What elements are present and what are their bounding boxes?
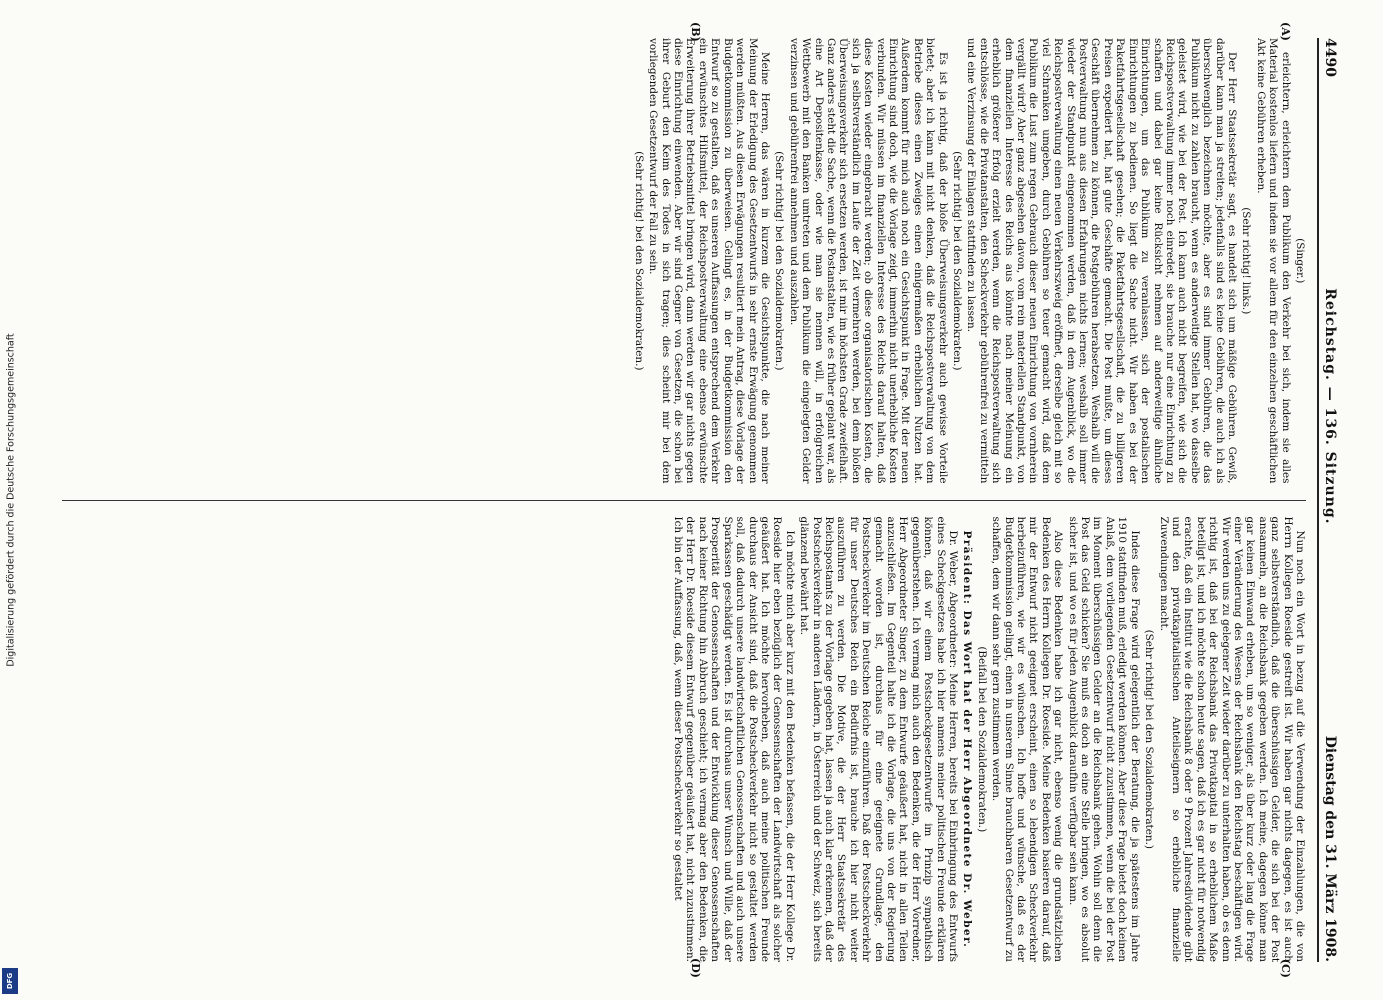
rotated-page (32, 20, 1352, 980)
paragraph: Es ist ja richtig, daß der bloße Überweisungsverkehr auch gewisse Vorteile bietet; aber ich kann mit nicht denken, daß die Reichspostverwaltung von dem Betriebe dieses einen Zweiges einen einigermaßen erheblichen Nutzen hat. Außerdem kommt für mich auch noch ein Gesichtspunkt in Frage. Mit der neuen Einrichtung sind doch, wie die Vorlage zeigt, immerhin nicht unerhebliche Kosten verbunden. Wir müssen im finanziellen Interesse des Reichs darauf halten, daß diese Kosten wieder eingebracht werden; ob diese organisatorischen Kosten, die sich ja selbstverständlich im Laufe der Zeit vermehren werden, bei dem bloßen Überweisungsverkehr sich ersetzen werden, ist mir im höchsten Grade zweifelhaft. Ganz anders steht die Sache, wenn die Postanstalten, wie es früher geplant war, als eine Art Depositenkasse, oder wie man sie nennen will, in erfolgreichen Wettbewerb mit den Banken umtreten und dem Publikum die eingelegten Gelder verzinsen und gebührenfrei annehmen und auszahlen. (787, 38, 949, 484)
column-divider (62, 500, 1306, 501)
speaker-tag: (Singer.) (1293, 238, 1306, 284)
president-statement: Präsident: Das Wort hat der Herr Abgeordnete Dr. Weber. (960, 530, 973, 949)
margin-letter-c: (C) (1278, 958, 1292, 978)
paragraph: Meine Herren, das wären in kurzem die Gesichtspunkte, die nach meiner Meinung der Erledigung des Gesetzentwurfs in sehr ernste Erwägung genommen werden müßten. Aus diesen Erwägungen resultiert mein Antrag, diese Vorlage der Budgetkommission zu überweisen. Gelingt es, in der Budgetkommission den Entwurf so zu gestalten, daß es unseren Auffassungen entsprechend dem Verkehr ein erwünschtes Hilfsmittel, der Reichspostverwaltung eine ebenso erwünschte Erweiterung ihrer Betriebsmittel bringen wird, dann werden wir gar nichts gegen diese Einrichtung einwenden. Aber wir sind Gegner von Gesetzen, die schon bei ihrer Geburt den Keim des Todes in sich tragen; dies scheint mir bei dem vorliegenden Gesetzentwurf der Fall zu sein. (646, 38, 771, 484)
dfg-logo-text: DFG (6, 972, 14, 990)
left-column (62, 38, 1306, 484)
right-column (62, 517, 1306, 963)
paragraph: erleichtern, erleichtern dem Publikum den Verkehr bei sich, indem sie alles Material kostenlos liefern und indem sie vor allem für den einzelnen geschäftlichen Akt keine Gebühren erheben. (1254, 38, 1292, 484)
paragraph: Dr. Weber, Abgeordneter: Meine Herren, bereits bei Einbringung des Entwurfs eines Scheckgesetzes habe ich hier namens meiner politischen Freunde erklären können, daß wir einem Postscheckgesetzentwurfe im Prinzip sympathisch gegenüberstehen. Ich vermag mich auch den Bedenken, die der Herr Vorredner, Herr Abgeordneter Singer, zu dem Entwurfe geäußert hat, nicht in allen Teilen anzuschließen. Im Gegenteil halte ich die Vorlage, die uns von der Regierung gemacht worden ist, durchaus für eine geeignete Grundlage, den Postscheckverkehr im Deutschen Reiche einzuführen. Daß der Postscheckverkehr für unser Deutsches Reich ein Bedürfnis ist, brauche ich hier nicht weiter auszuführen zu werden. Die Motive, die der Herr Staatssekretär des Reichspostamts zu der Vorlage gegeben hat, lassen ja auch klar erkennen, daß der Postscheckverkehr in anderen Ländern, in Österreich und der Schweiz, sich bereits glänzend bewährt hat. (797, 516, 959, 962)
paragraph: Nun noch ein Wort in bezug auf die Verwendung der Einzahlungen, die von Herrn Kollegen Roeside gestreift ist. Wir haben gar nichts dagegen, es ist auch ganz selbstverständlich, daß die überschüssigen Gelder, die sich bei der Post ansammeln, an die Reichsbank gegeben werden. Ich meine, dagegen könne man gar keinen Einwand erheben, um so weniger, als über kurz oder lang die Frage einer Veränderung des Wesens der Reichsbank den Reichstag beschäftigen wird. Wir werden uns zu gelegener Zeit wieder darüber zu unterhalten haben, ob es denn richtig ist, daß bei der Reichsbank das Privatkapital in so erheblichem Maße beteiligt ist, und ich möchte schon heute sagen, daß ich es gar nicht für notwendig erachte, daß ein Institut wie die Reichsbank 8 oder 9 Prozent Jahresdividende gibt und den privatkapitalistischen Anteilseignern so erhebliche finanzielle Zuwendungen macht. (1157, 516, 1306, 962)
page-content (32, 20, 1352, 980)
page-number: 4490 (1321, 38, 1338, 77)
digitization-note-text: Digitalisierung gefördert durch die Deutsche Forschungsgemeinschaft (5, 333, 17, 667)
page-title: Reichstag. — 136. Sitzung. (1321, 288, 1338, 525)
page-header (1317, 38, 1338, 962)
margin-letter-a: (A) (1278, 22, 1292, 41)
paragraph: Indes diese Frage wird gelegentlich der Beratung, die ja spätestens im Jahre 1910 stattfinden muß, erledigt werden können. Aber diese Frage bietet doch keinen Anlaß, dem vorliegenden Gesetzentwurf nicht zuzustimmen, wenn die bei der Post im Moment überschüssigen Gelder an die Reichsbank gehen. Wohin soll denn die Post das Geld schicken? Sie muß es doch an eine Stelle bringen, wo es absolut sicher ist, und wo es für jeden Augenblick daraufhin verfügbar sein kann. (1066, 516, 1141, 962)
digitization-note (2, 0, 20, 1000)
page-date: Dienstag den 31. März 1908. (1321, 735, 1338, 962)
text-columns (62, 38, 1306, 962)
interjection: (Sehr richtig! links.) (1239, 207, 1252, 315)
interjection: (Sehr richtig! bei den Sozialdemokraten.) (632, 151, 645, 371)
paragraph: Ich möchte mich aber kurz mit den Bedenken befassen, die der Herr Kollege Dr. Roeside hier eben bezüglich der Genossenschaften der Landwirtschaft als solcher geäußert hat. Ich möchte hervorheben, daß auch meine politischen Freunde durchaus der Ansicht sind, daß die Postscheckverkehr nicht so gestaltet werden soll, daß dadurch unsere landwirtschaftlichen Genossenschaften und auch unsere Sparkassen geschädigt werden. Es ist durchaus unser Wunsch und Wille, daß der Prosperität der Genossenschaften und der Entwicklung dieser Genossenschaften nach keiner Richtung hin Abbruch geschieht; ich vermag aber den Bedenken, die der Herr Dr. Roeside diesem Entwurf gegenüber geäußert hat, nicht zuzustimmen. Ich bin der Auffassung, daß, wenn dieser Postscheckverkehr so gestaltet (671, 516, 796, 962)
dfg-logo (2, 968, 18, 994)
interjection: (Sehr richtig! bei den Sozialdemokraten.) (772, 151, 785, 371)
interjection: (Sehr richtig! bei den Sozialdemokraten.) (1142, 629, 1155, 849)
paragraph: Der Herr Staatssekretär sagt, es handelt sich um mäßige Gebühren. Gewiß, darüber kann man ja streiten; jedenfalls sind es keine Gebühren, die auch ich als überschwenglich bezeichnen möchte, aber es sind immer Gebühren, die das Publikum nicht zu zahlen braucht, wenn es anderweitige Stellen hat, wo dasselbe geleistet wird, wie bei der Post. Ich kann auch nicht begreifen, wie sich die Reichspostverwaltung immer noch einredet, sie brauche nur eine Einrichtung zu schaffen und dabei gar keine Rücksicht nehmen auf anderweitige ähnliche Einrichtungen, um das Publikum zu veranlassen, sich der postalischen Einrichtungen zu bedienen. So liegt die Sache nicht. Wir haben es bei der Paketfahrtsgesellschaft gesehen; die Paketfahrtsgesellschaft, die zu billigeren Preisen expediert hat, hat gute Geschäfte gemacht. Die Post mußte, um dieses Geschäft übernehmen zu können, die Postgebühren herabsetzen. Weshalb will die Postverwaltung nun aus diesen Erfahrungen nichts lernen; weshalb soll immer wieder der Standpunkt eingenommen werden, daß in dem Augenblick, wo die Reichspostverwaltung einen neuen Verkehrszweig eröffnet, derselbe gleich mit so viel Schranken umgeben, durch Gebühren so teuer gemacht wird, daß dem Publikum die Lust zum regen Gebrauch dieser neuen Einrichtung von vornherein vergällt wird? Aber ganz abgesehen davon, vom rein materiellen Standpunkt, von dem finanziellen Interesse des Reichs aus könnte nach meiner Meinung ein erheblich größerer Erfolg erzielt werden, wenn die Reichspostverwaltung sich entschlösse, wie die Privatanstalten, den Scheckverkehr gebührenfrei zu vermitteln und eine Verzinsung der Einlagen stattfinden zu lassen. (964, 38, 1238, 484)
interjection: (Beifall bei den Sozialdemokraten.) (975, 646, 988, 833)
margin-letter-d: (D) (688, 958, 702, 978)
paragraph: Also diese Bedenken habe ich gar nicht, ebenso wenig die grundsätzlichen Bedenken des Herrn Kollegen Dr. Roeside. Meine Bedenken basieren darauf, daß mir der Entwurf nicht geeignet erscheint, einen so lebendigen Scheckverkehr herbeizuführen, wie wir es wünschen. Ich hoffe und wünsche, daß es der Budgetkommission gelingt, einen in unserem Sinne brauchbaren Gesetzentwurf zu schaffen, dem wir dann sehr gern zustimmen werden. (989, 516, 1064, 962)
interjection: (Sehr richtig! bei den Sozialdemokraten.) (950, 151, 963, 371)
margin-letter-b: (B) (688, 22, 702, 42)
